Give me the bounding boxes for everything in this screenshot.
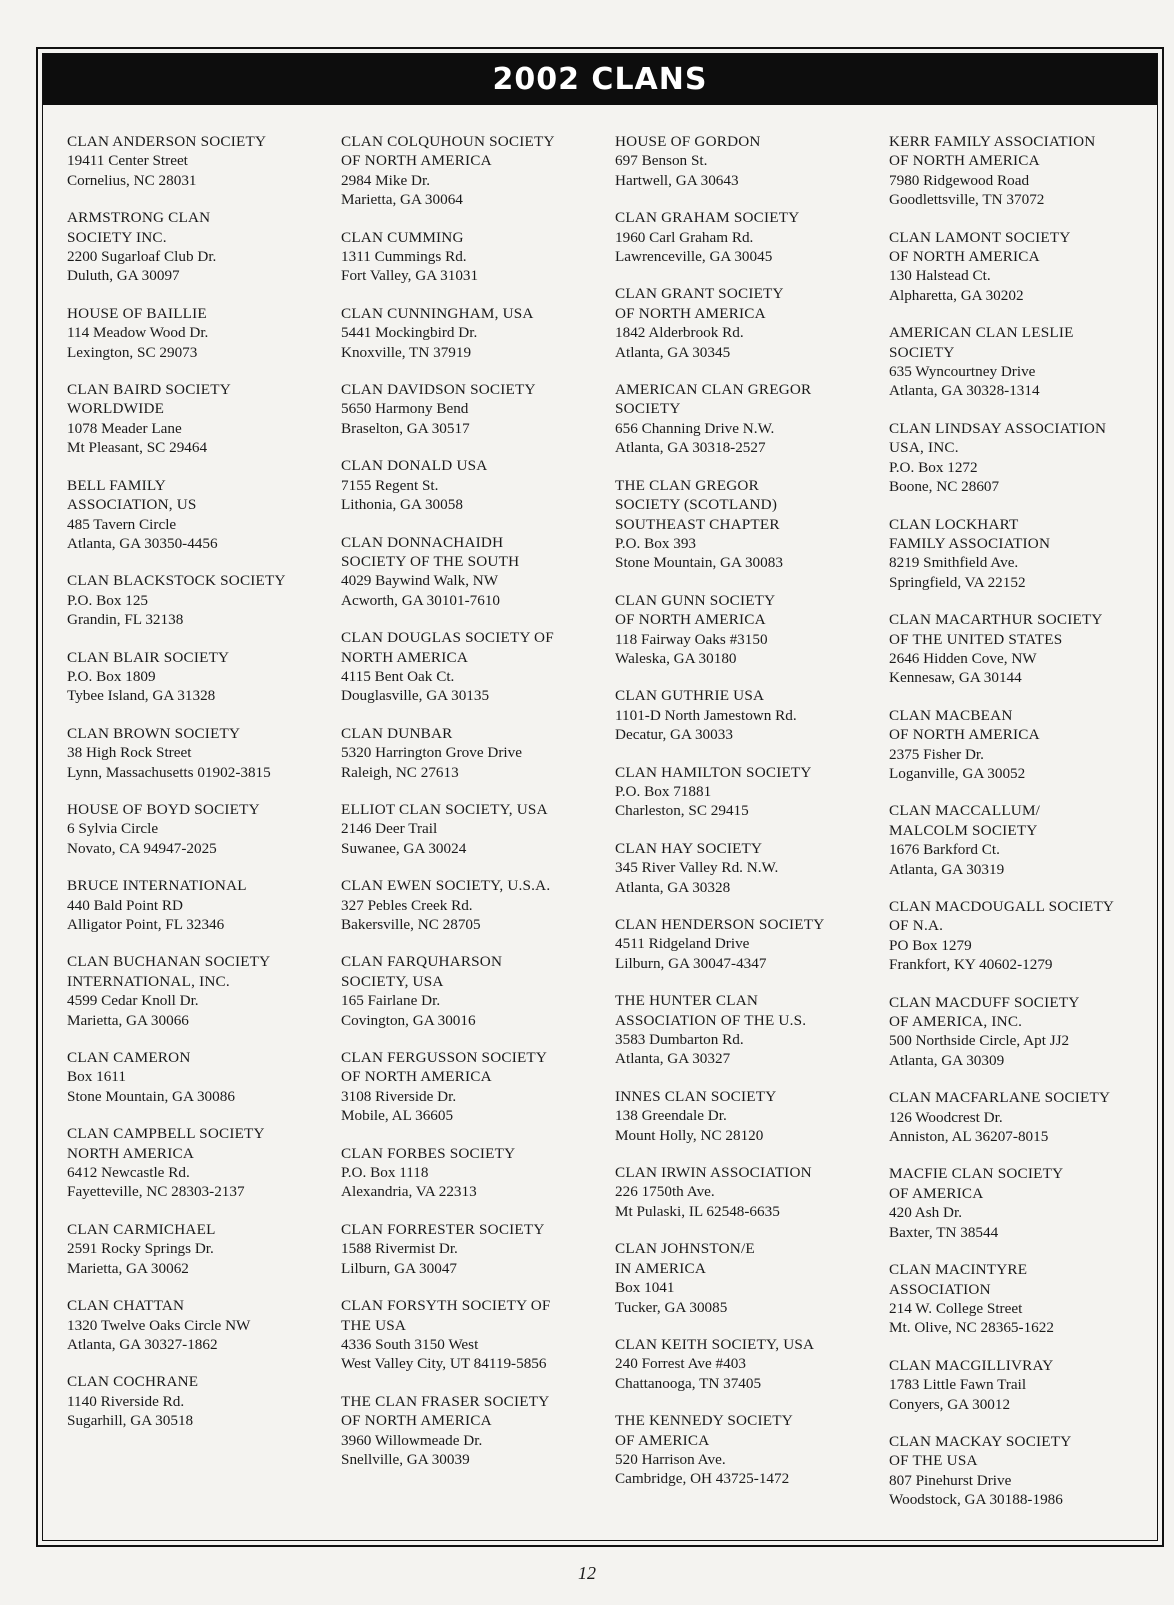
clan-name-line: OF AMERICA, INC. xyxy=(889,1013,1023,1031)
clan-address-line: 8219 Smithfield Ave. xyxy=(889,554,1019,572)
clan-name-line: CLAN MACFARLANE SOCIETY xyxy=(889,1089,1111,1107)
clan-name-line: NORTH AMERICA xyxy=(341,648,468,666)
clan-address-line: Boone, NC 28607 xyxy=(889,478,1000,496)
clan-address-line: Fayetteville, NC 28303-2137 xyxy=(67,1183,245,1201)
clan-address-line: Loganville, GA 30052 xyxy=(889,764,1026,782)
clan-name-line: CLAN COCHRANE xyxy=(67,1373,199,1391)
clan-entry xyxy=(889,1088,1159,1146)
clan-entry xyxy=(889,706,1159,784)
clan-entry xyxy=(341,132,611,210)
clan-address-line: Goodlettsville, TN 37072 xyxy=(889,191,1045,209)
clan-name-line: OF N.A. xyxy=(889,917,944,935)
clan-name-line: FAMILY ASSOCIATION xyxy=(889,534,1051,552)
clan-name-line: CLAN MACDUFF SOCIETY xyxy=(889,993,1080,1011)
clan-entry xyxy=(341,1144,611,1202)
clan-name-line: THE CLAN GREGOR xyxy=(615,476,759,494)
clan-name-line: SOUTHEAST CHAPTER xyxy=(615,515,780,533)
clan-name-line: CLAN GUNN SOCIETY xyxy=(615,591,776,609)
clan-entry xyxy=(67,476,337,554)
clan-entry xyxy=(341,1392,611,1470)
clan-entry xyxy=(341,876,611,934)
clan-name-line: CLAN MACBEAN xyxy=(889,706,1013,724)
clan-address-line: Atlanta, GA 30309 xyxy=(889,1051,1005,1069)
clan-name-line: CLAN MACKAY SOCIETY xyxy=(889,1432,1072,1450)
directory-column-3 xyxy=(615,132,885,1507)
clan-address-line: 7155 Regent St. xyxy=(341,476,439,494)
clan-entry xyxy=(889,897,1159,975)
clan-entry xyxy=(889,1432,1159,1510)
clan-name-line: HOUSE OF BAILLIE xyxy=(67,304,207,322)
clan-name-line: INTERNATIONAL, INC. xyxy=(67,972,230,990)
clan-address-line: P.O. Box 1118 xyxy=(341,1164,429,1182)
clan-name-line: CLAN MACARTHUR SOCIETY xyxy=(889,611,1103,629)
clan-entry xyxy=(615,1163,885,1221)
clan-entry xyxy=(341,380,611,438)
clan-name-line: CLAN CUNNINGHAM, USA xyxy=(341,304,534,322)
clan-name-line: MACFIE CLAN SOCIETY xyxy=(889,1165,1064,1183)
clan-name-line: CLAN MACCALLUM/ xyxy=(889,802,1041,820)
clan-name-line: CLAN DOUGLAS SOCIETY OF xyxy=(341,629,554,647)
clan-address-line: 635 Wyncourtney Drive xyxy=(889,363,1036,381)
clan-entry xyxy=(615,476,885,573)
clan-name-line: CLAN CAMPBELL SOCIETY xyxy=(67,1125,265,1143)
clan-name-line: USA, INC. xyxy=(889,439,959,457)
clan-name-line: CLAN MACDOUGALL SOCIETY xyxy=(889,898,1115,915)
clan-name-line: CLAN LAMONT SOCIETY xyxy=(889,228,1071,246)
clan-name-line: NORTH AMERICA xyxy=(67,1144,194,1162)
clan-name-line: OF NORTH AMERICA xyxy=(889,152,1040,170)
clan-address-line: Lilburn, GA 30047 xyxy=(341,1259,458,1277)
clan-entry xyxy=(341,800,611,858)
clan-address-line: Marietta, GA 30064 xyxy=(341,191,463,209)
clan-address-line: 2146 Deer Trail xyxy=(341,820,438,838)
clan-address-line: West Valley City, UT 84119-5856 xyxy=(341,1355,547,1373)
clan-address-line: 1960 Carl Graham Rd. xyxy=(615,228,754,246)
clan-address-line: 4336 South 3150 West xyxy=(341,1335,479,1353)
clan-name-line: THE CLAN FRASER SOCIETY xyxy=(341,1392,550,1410)
clan-entry xyxy=(67,800,337,858)
clan-address-line: Mobile, AL 36605 xyxy=(341,1107,454,1125)
clan-name-line: AMERICAN CLAN LESLIE xyxy=(889,324,1074,342)
clan-address-line: Atlanta, GA 30328-1314 xyxy=(889,382,1040,400)
clan-name-line: HOUSE OF GORDON xyxy=(615,133,761,150)
clan-address-line: 4511 Ridgeland Drive xyxy=(615,935,750,953)
clan-address-line: Box 1611 xyxy=(67,1068,126,1086)
clan-entry xyxy=(889,1260,1159,1338)
clan-name-line: SOCIETY (SCOTLAND) xyxy=(615,496,778,514)
clan-address-line: Fort Valley, GA 31031 xyxy=(341,267,479,285)
clan-name-line: CLAN EWEN SOCIETY, U.S.A. xyxy=(341,877,551,895)
clan-address-line: 240 Forrest Ave #403 xyxy=(615,1355,746,1373)
clan-name-line: OF NORTH AMERICA xyxy=(341,1068,492,1086)
clan-address-line: Mt. Olive, NC 28365-1622 xyxy=(889,1319,1054,1337)
clan-address-line: Charleston, SC 29415 xyxy=(615,802,749,820)
clan-address-line: Lilburn, GA 30047-4347 xyxy=(615,954,767,972)
clan-address-line: 345 River Valley Rd. N.W. xyxy=(615,859,779,877)
clan-name-line: CLAN JOHNSTON/E xyxy=(615,1240,755,1258)
clan-name-line: OF THE UNITED STATES xyxy=(889,630,1063,648)
clan-address-line: Box 1041 xyxy=(615,1279,675,1297)
clan-address-line: 4599 Cedar Knoll Dr. xyxy=(67,992,199,1010)
clan-address-line: Atlanta, GA 30350-4456 xyxy=(67,534,218,552)
clan-address-line: Douglasville, GA 30135 xyxy=(341,687,490,705)
clan-entry xyxy=(341,628,611,706)
clan-address-line: Lawrenceville, GA 30045 xyxy=(615,248,773,266)
clan-entry xyxy=(889,515,1159,593)
clan-entry xyxy=(341,304,611,362)
clan-address-line: Atlanta, GA 30327 xyxy=(615,1050,731,1068)
clan-entry xyxy=(615,839,885,897)
clan-name-line: OF NORTH AMERICA xyxy=(615,611,766,629)
clan-address-line: 126 Woodcrest Dr. xyxy=(889,1108,1003,1126)
clan-name-line: OF NORTH AMERICA xyxy=(341,152,492,170)
clan-address-line: 2591 Rocky Springs Dr. xyxy=(67,1240,214,1258)
directory-column-2 xyxy=(341,132,611,1487)
clan-address-line: P.O. Box 1272 xyxy=(889,458,978,476)
clan-entry xyxy=(67,380,337,458)
clan-address-line: Anniston, AL 36207-8015 xyxy=(889,1128,1049,1146)
clan-entry xyxy=(889,228,1159,306)
clan-address-line: PO Box 1279 xyxy=(889,936,972,954)
clan-name-line: THE USA xyxy=(341,1316,407,1334)
clan-address-line: 19411 Center Street xyxy=(67,152,188,170)
clan-name-line: CLAN MACINTYRE xyxy=(889,1261,1028,1279)
clan-name-line: OF NORTH AMERICA xyxy=(615,304,766,322)
clan-address-line: 6412 Newcastle Rd. xyxy=(67,1164,190,1182)
clan-address-line: Alpharetta, GA 30202 xyxy=(889,286,1024,304)
clan-address-line: 165 Fairlane Dr. xyxy=(341,992,441,1010)
clan-name-line: CLAN HAY SOCIETY xyxy=(615,839,763,857)
clan-name-line: ELLIOT CLAN SOCIETY, USA xyxy=(341,800,548,818)
clan-name-line: SOCIETY INC. xyxy=(67,228,167,246)
clan-address-line: Atlanta, GA 30318-2527 xyxy=(615,439,766,457)
clan-entry xyxy=(67,208,337,286)
clan-name-line: ARMSTRONG CLAN xyxy=(67,209,211,227)
clan-address-line: Stone Mountain, GA 30086 xyxy=(67,1087,235,1105)
clan-address-line: Waleska, GA 30180 xyxy=(615,649,737,667)
clan-address-line: 4115 Bent Oak Ct. xyxy=(341,667,455,685)
clan-name-line: CLAN CAMERON xyxy=(67,1049,191,1067)
clan-entry xyxy=(615,208,885,266)
clan-name-line: THE HUNTER CLAN xyxy=(615,992,759,1010)
clan-name-line: OF AMERICA xyxy=(615,1431,710,1449)
clan-address-line: 1588 Rivermist Dr. xyxy=(341,1240,458,1258)
clan-address-line: 807 Pinehurst Drive xyxy=(889,1471,1012,1489)
clan-name-line: CLAN FORBES SOCIETY xyxy=(341,1144,516,1162)
clan-name-line: CLAN ANDERSON SOCIETY xyxy=(67,133,267,150)
clan-address-line: 1676 Barkford Ct. xyxy=(889,841,1000,859)
clan-address-line: 1783 Little Fawn Trail xyxy=(889,1376,1027,1394)
clan-entry xyxy=(341,456,611,514)
clan-address-line: Braselton, GA 30517 xyxy=(341,419,470,437)
clan-name-line: CLAN HENDERSON SOCIETY xyxy=(615,916,825,933)
clan-entry xyxy=(67,1372,337,1430)
clan-address-line: Duluth, GA 30097 xyxy=(67,267,180,285)
clan-name-line: MALCOLM SOCIETY xyxy=(889,821,1038,839)
page-frame-inner xyxy=(42,53,1158,1541)
clan-entry xyxy=(615,380,885,458)
clan-entry xyxy=(889,1164,1159,1242)
clan-entry xyxy=(67,952,337,1030)
clan-name-line: OF NORTH AMERICA xyxy=(889,248,1040,266)
clan-address-line: 226 1750th Ave. xyxy=(615,1183,715,1201)
clan-address-line: 440 Bald Point RD xyxy=(67,896,184,914)
clan-entry xyxy=(67,304,337,362)
clan-entry xyxy=(341,1220,611,1278)
clan-address-line: Baxter, TN 38544 xyxy=(889,1223,999,1241)
clan-address-line: Stone Mountain, GA 30083 xyxy=(615,554,783,572)
clan-address-line: 1842 Alderbrook Rd. xyxy=(615,324,744,342)
clan-name-line: HOUSE OF BOYD SOCIETY xyxy=(67,800,260,818)
clan-entry xyxy=(341,952,611,1030)
clan-name-line: SOCIETY xyxy=(889,343,955,361)
clan-name-line: AMERICAN CLAN GREGOR xyxy=(615,381,812,399)
clan-address-line: 1078 Meader Lane xyxy=(67,419,182,437)
clan-entry xyxy=(341,533,611,611)
clan-name-line: OF NORTH AMERICA xyxy=(889,726,1040,744)
clan-entry xyxy=(615,915,885,973)
clan-name-line: CLAN LINDSAY ASSOCIATION xyxy=(889,419,1107,437)
clan-address-line: Sugarhill, GA 30518 xyxy=(67,1412,194,1430)
clan-address-line: 38 High Rock Street xyxy=(67,744,192,762)
clan-address-line: P.O. Box 125 xyxy=(67,591,149,609)
clan-name-line: CLAN FARQUHARSON xyxy=(341,953,503,971)
clan-name-line: CLAN GRAHAM SOCIETY xyxy=(615,209,800,227)
clan-entry xyxy=(341,1296,611,1374)
clan-address-line: 697 Benson St. xyxy=(615,152,708,170)
clan-address-line: 2200 Sugarloaf Club Dr. xyxy=(67,248,217,266)
clan-address-line: 5320 Harrington Grove Drive xyxy=(341,744,522,762)
clan-name-line: CLAN CARMICHAEL xyxy=(67,1220,216,1238)
clan-address-line: P.O. Box 1809 xyxy=(67,667,156,685)
page-title: 2002 CLANS xyxy=(43,54,1157,105)
clan-name-line: KERR FAMILY ASSOCIATION xyxy=(889,133,1096,150)
clan-address-line: Lynn, Massachusetts 01902-3815 xyxy=(67,763,271,781)
clan-address-line: 118 Fairway Oaks #3150 xyxy=(615,630,768,648)
clan-name-line: CLAN LOCKHART xyxy=(889,515,1019,533)
clan-entry xyxy=(67,1124,337,1202)
clan-name-line: ASSOCIATION xyxy=(889,1280,991,1298)
clan-address-line: Marietta, GA 30062 xyxy=(67,1259,189,1277)
clan-entry xyxy=(341,724,611,782)
clan-entry xyxy=(615,991,885,1069)
page-number: 12 xyxy=(578,1563,596,1583)
clan-address-line: 2984 Mike Dr. xyxy=(341,171,431,189)
clan-address-line: Cambridge, OH 43725-1472 xyxy=(615,1470,790,1488)
clan-name-line: SOCIETY OF THE SOUTH xyxy=(341,552,520,570)
clan-address-line: Marietta, GA 30066 xyxy=(67,1011,189,1029)
clan-entry xyxy=(67,132,337,190)
directory-column-4 xyxy=(889,132,1159,1528)
clan-address-line: Raleigh, NC 27613 xyxy=(341,763,459,781)
clan-name-line: BRUCE INTERNATIONAL xyxy=(67,877,247,895)
clan-address-line: Acworth, GA 30101-7610 xyxy=(341,591,501,609)
clan-address-line: 2375 Fisher Dr. xyxy=(889,745,984,763)
clan-address-line: P.O. Box 71881 xyxy=(615,782,712,800)
clan-name-line: CLAN COLQUHOUN SOCIETY xyxy=(341,133,555,150)
page-frame xyxy=(36,47,1164,1547)
clan-entry xyxy=(889,1356,1159,1414)
clan-address-line: 500 Northside Circle, Apt JJ2 xyxy=(889,1032,1070,1050)
clan-name-line: ASSOCIATION OF THE U.S. xyxy=(615,1011,807,1029)
clan-address-line: Woodstock, GA 30188-1986 xyxy=(889,1491,1063,1509)
clan-entry xyxy=(615,132,885,190)
clan-name-line: SOCIETY xyxy=(615,400,681,418)
clan-name-line: CLAN FORSYTH SOCIETY OF xyxy=(341,1297,551,1315)
clan-name-line: CLAN KEITH SOCIETY, USA xyxy=(615,1335,815,1353)
clan-address-line: Hartwell, GA 30643 xyxy=(615,171,739,189)
clan-address-line: 5441 Mockingbird Dr. xyxy=(341,324,478,342)
clan-address-line: Kennesaw, GA 30144 xyxy=(889,669,1022,687)
clan-address-line: 6 Sylvia Circle xyxy=(67,820,159,838)
clan-address-line: Suwanee, GA 30024 xyxy=(341,839,467,857)
clan-address-line: Mount Holly, NC 28120 xyxy=(615,1126,764,1144)
clan-name-line: CLAN BLACKSTOCK SOCIETY xyxy=(67,572,286,590)
clan-address-line: Novato, CA 94947-2025 xyxy=(67,839,217,857)
clan-address-line: 5650 Harmony Bend xyxy=(341,400,469,418)
clan-address-line: 1140 Riverside Rd. xyxy=(67,1392,185,1410)
clan-name-line: CLAN BAIRD SOCIETY xyxy=(67,381,231,399)
clan-address-line: Atlanta, GA 30327-1862 xyxy=(67,1335,218,1353)
clan-name-line: OF NORTH AMERICA xyxy=(341,1412,492,1430)
clan-entry xyxy=(889,801,1159,879)
clan-name-line: WORLDWIDE xyxy=(67,400,165,418)
clan-entry xyxy=(67,1296,337,1354)
clan-name-line: BELL FAMILY xyxy=(67,476,166,494)
clan-entry xyxy=(615,284,885,362)
clan-address-line: 138 Greendale Dr. xyxy=(615,1107,727,1125)
clan-entry xyxy=(615,1335,885,1393)
clan-name-line: IN AMERICA xyxy=(615,1259,707,1277)
clan-entry xyxy=(889,323,1159,401)
clan-address-line: 520 Harrison Ave. xyxy=(615,1450,726,1468)
clan-address-line: 3960 Willowmeade Dr. xyxy=(341,1431,483,1449)
clan-entry xyxy=(67,1220,337,1278)
clan-address-line: 4029 Baywind Walk, NW xyxy=(341,572,499,590)
clan-name-line: CLAN DUNBAR xyxy=(341,724,453,742)
clan-directory xyxy=(67,132,1157,1540)
clan-entry xyxy=(615,686,885,744)
clan-address-line: 1101-D North Jamestown Rd. xyxy=(615,706,797,724)
clan-address-line: Atlanta, GA 30345 xyxy=(615,343,731,361)
clan-entry xyxy=(615,1239,885,1317)
clan-entry xyxy=(67,1048,337,1106)
clan-entry xyxy=(67,571,337,629)
clan-address-line: Decatur, GA 30033 xyxy=(615,726,733,744)
clan-address-line: 656 Channing Drive N.W. xyxy=(615,419,775,437)
clan-address-line: Grandin, FL 32138 xyxy=(67,611,184,629)
clan-entry xyxy=(67,876,337,934)
clan-name-line: OF AMERICA xyxy=(889,1184,984,1202)
clan-address-line: Tucker, GA 30085 xyxy=(615,1298,728,1316)
clan-address-line: Frankfort, KY 40602-1279 xyxy=(889,956,1053,974)
clan-name-line: CLAN DONNACHAIDH xyxy=(341,533,504,551)
clan-entry xyxy=(341,1048,611,1126)
clan-address-line: Alexandria, VA 22313 xyxy=(341,1183,477,1201)
clan-address-line: 327 Pebles Creek Rd. xyxy=(341,896,473,914)
clan-name-line: CLAN BLAIR SOCIETY xyxy=(67,648,230,666)
clan-address-line: Mt Pleasant, SC 29464 xyxy=(67,439,208,457)
clan-address-line: Conyers, GA 30012 xyxy=(889,1395,1011,1413)
clan-entry xyxy=(889,419,1159,497)
clan-address-line: 130 Halstead Ct. xyxy=(889,267,991,285)
clan-address-line: Chattanooga, TN 37405 xyxy=(615,1374,762,1392)
clan-address-line: Covington, GA 30016 xyxy=(341,1011,476,1029)
clan-entry xyxy=(889,132,1159,210)
clan-name-line: CLAN CUMMING xyxy=(341,228,464,246)
clan-entry xyxy=(615,591,885,669)
clan-address-line: 420 Ash Dr. xyxy=(889,1204,962,1222)
clan-entry xyxy=(889,993,1159,1071)
clan-address-line: Alligator Point, FL 32346 xyxy=(67,916,225,933)
clan-name-line: CLAN GRANT SOCIETY xyxy=(615,285,784,303)
clan-address-line: 114 Meadow Wood Dr. xyxy=(67,324,209,342)
clan-name-line: CLAN BROWN SOCIETY xyxy=(67,724,241,742)
clan-address-line: Bakersville, NC 28705 xyxy=(341,916,481,933)
clan-name-line: SOCIETY, USA xyxy=(341,972,444,990)
clan-name-line: ASSOCIATION, US xyxy=(67,496,197,514)
clan-name-line: CLAN GUTHRIE USA xyxy=(615,687,765,705)
clan-name-line: CLAN DAVIDSON SOCIETY xyxy=(341,381,536,399)
clan-address-line: Lithonia, GA 30058 xyxy=(341,496,463,514)
clan-name-line: CLAN FORRESTER SOCIETY xyxy=(341,1220,545,1238)
directory-column-1 xyxy=(67,132,337,1449)
clan-address-line: 1311 Cummings Rd. xyxy=(341,248,467,266)
clan-address-line: 214 W. College Street xyxy=(889,1299,1023,1317)
clan-address-line: Cornelius, NC 28031 xyxy=(67,171,197,189)
clan-address-line: 3583 Dumbarton Rd. xyxy=(615,1031,744,1049)
clan-name-line: CLAN DONALD USA xyxy=(341,457,488,475)
clan-entry xyxy=(615,1087,885,1145)
clan-address-line: 2646 Hidden Cove, NW xyxy=(889,649,1037,667)
clan-name-line: CLAN CHATTAN xyxy=(67,1297,185,1315)
clan-entry xyxy=(341,228,611,286)
clan-name-line: THE KENNEDY SOCIETY xyxy=(615,1412,793,1430)
clan-address-line: 1320 Twelve Oaks Circle NW xyxy=(67,1316,251,1334)
clan-name-line: CLAN HAMILTON SOCIETY xyxy=(615,763,812,781)
clan-address-line: Lexington, SC 29073 xyxy=(67,343,198,361)
clan-address-line: P.O. Box 393 xyxy=(615,534,697,552)
clan-name-line: OF THE USA xyxy=(889,1452,978,1470)
clan-name-line: INNES CLAN SOCIETY xyxy=(615,1087,777,1105)
clan-entry xyxy=(889,610,1159,688)
clan-name-line: CLAN IRWIN ASSOCIATION xyxy=(615,1164,812,1182)
clan-entry xyxy=(67,724,337,782)
clan-name-line: CLAN BUCHANAN SOCIETY xyxy=(67,953,271,971)
clan-entry xyxy=(615,1411,885,1489)
clan-name-line: CLAN MACGILLIVRAY xyxy=(889,1356,1054,1374)
clan-address-line: Snellville, GA 30039 xyxy=(341,1450,470,1468)
clan-address-line: Knoxville, TN 37919 xyxy=(341,343,472,361)
clan-address-line: 3108 Riverside Dr. xyxy=(341,1087,457,1105)
clan-entry xyxy=(615,763,885,821)
clan-address-line: Tybee Island, GA 31328 xyxy=(67,687,216,705)
clan-address-line: Atlanta, GA 30319 xyxy=(889,860,1005,878)
clan-address-line: 7980 Ridgewood Road xyxy=(889,171,1030,189)
clan-name-line: CLAN FERGUSSON SOCIETY xyxy=(341,1049,548,1067)
clan-address-line: Atlanta, GA 30328 xyxy=(615,878,731,896)
clan-entry xyxy=(67,648,337,706)
clan-address-line: Springfield, VA 22152 xyxy=(889,573,1026,591)
clan-address-line: 485 Tavern Circle xyxy=(67,515,177,533)
clan-address-line: Mt Pulaski, IL 62548-6635 xyxy=(615,1202,780,1220)
